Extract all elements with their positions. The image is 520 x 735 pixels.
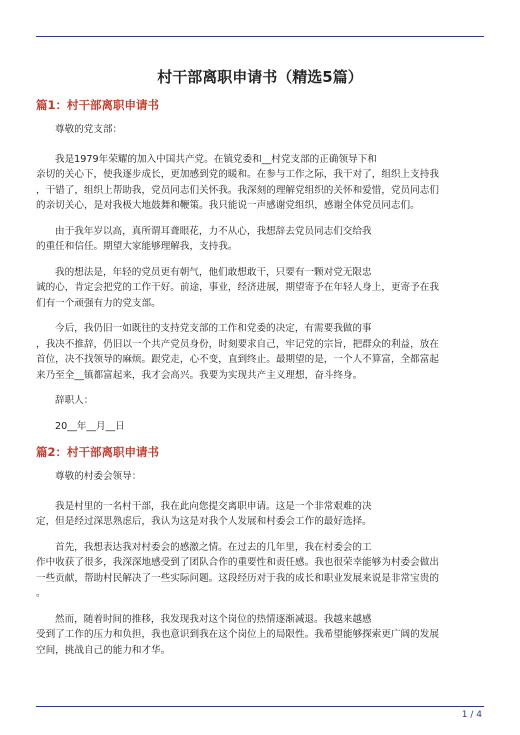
salutation-text: 尊敬的村委会领导： [55, 471, 142, 482]
paragraph-line: 受到了工作的压力和负担，我也意识到我在这个岗位上的局限性。我希望能够探索更广阔的发展 [36, 629, 439, 640]
paragraph-line: 我的想法是，年轻的党员更有朝气，他们敢想敢干，只要有一颗对党无限忠 [55, 266, 372, 278]
page-indicator: 1 / 4 [461, 710, 482, 720]
paragraph-line: 首先，我想表达我对村委会的感激之情。在过去的几年里，我在村委会的工 [55, 541, 372, 553]
date-line: 20__年__月__日 [55, 420, 125, 432]
section-heading-2: 篇2：村干部离职申请书 [36, 445, 160, 459]
salutation-text: 尊敬的党支部： [55, 124, 123, 135]
salutation [36, 122, 484, 138]
document-title: 村干部离职申请书（精选5篇） [157, 68, 363, 86]
paragraph-line: 然而，随着时间的推移，我发现我对这个岗位的热情逐渐减退。我越来越感 [55, 613, 372, 625]
paragraph-line: 亲切的关心下，使我逐步成长，更加感到党的暖和。在参与工作之际，我干对了，组织上支持我 [36, 169, 439, 180]
paragraph-line: 一些贡献，帮助村民解决了一些实际问题。这段经历对于我的成长和职业发展来说是非常宝贵的 [36, 572, 439, 584]
signature-label: 辞职人： [55, 395, 94, 406]
footer-rule [36, 706, 484, 707]
paragraph [36, 499, 484, 530]
paragraph-line: 的亲切关心，是对我极大地鼓舞和鞭策。我只能说一声感谢党组织，感谢全体党员同志们。 [36, 200, 420, 211]
paragraph-line: ，干错了，组织上帮助我，党员同志们关怀我。我深刻的理解党组织的关怀和爱惜，党员同志们 [36, 184, 439, 196]
paragraph [36, 321, 484, 383]
document-body [36, 97, 484, 668]
paragraph-line: 作中收获了很多，我深深地感受到了团队合作的重要性和责任感。我也很荣幸能够为村委会做出 [36, 557, 439, 568]
paragraph-line: 来乃至全__镇都富起来，我才会高兴。我要为实现共产主义理想，奋斗终身。 [36, 369, 363, 381]
paragraph-line: 的重任和信任。期望大家能够理解我，支持我。 [36, 241, 238, 252]
section-heading-1: 篇1：村干部离职申请书 [36, 98, 160, 112]
paragraph [36, 540, 484, 602]
salutation [36, 469, 484, 485]
paragraph-line: 空间，挑战自己的能力和才华。 [36, 644, 171, 656]
paragraph-line: 。 [36, 588, 46, 599]
paragraph-line: 我是村里的一名村干部，我在此向您提交离职申请。这是一个非常艰难的决 [55, 500, 372, 512]
paragraph [36, 152, 484, 214]
paragraph-line: 诚的心，肯定会把党的工作干好。前途，事业，经济进展，期望寄予在年轻人身上，更寄予在我 [36, 282, 439, 293]
header-rule [36, 36, 484, 37]
paragraph-line: 我是1979年荣耀的加入中国共产党。在镇党委和__村党支部的正确领导下和 [55, 153, 377, 165]
paragraph [36, 224, 484, 255]
paragraph-line: 今后，我仍旧一如既往的支持党支部的工作和党委的决定，有需要我做的事 [55, 323, 372, 334]
paragraph [36, 265, 484, 312]
paragraph-line: 定，但是经过深思熟虑后，我认为这是对我个人发展和村委会工作的最好选择。 [36, 516, 372, 527]
paragraph-line: 们有一个顽强有力的党支部。 [36, 297, 161, 309]
paragraph-line: ，我决不推辞，仍旧以一个共产党员身份，时刻要求自己，牢记党的宗旨，把群众的利益，放在 [36, 338, 439, 350]
paragraph-line: 由于我年岁以高，真所谓耳聋眼花，力不从心，我想辞去党员同志们交给我 [55, 225, 372, 237]
date-block [36, 419, 484, 435]
signature-block [36, 393, 484, 409]
paragraph-line: 首位，决不找领导的麻烦。跟党走，心不变，直到终止。最期望的是，一个人不算富，全都富起 [36, 354, 439, 365]
paragraph [36, 612, 484, 659]
